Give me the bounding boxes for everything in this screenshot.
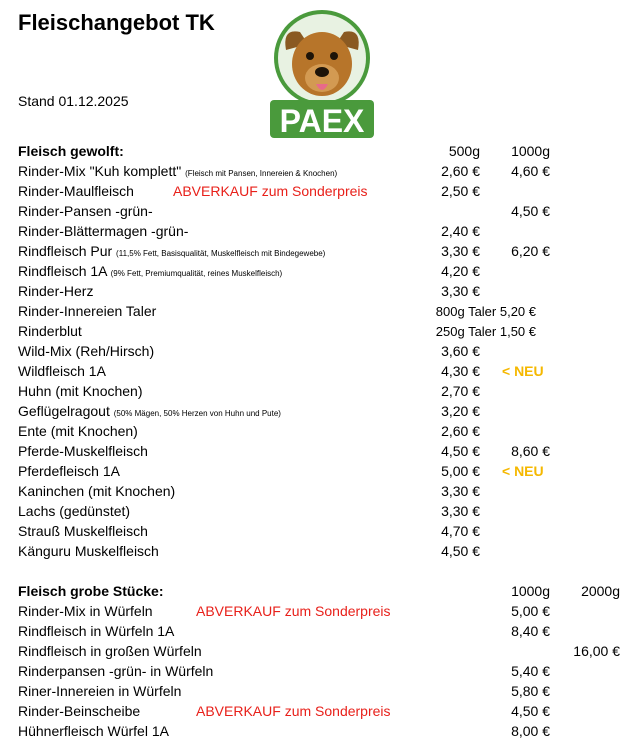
item-name [18,463,120,479]
list-item [0,421,628,441]
item-name-text: Rinderblut [18,323,82,339]
price-500g: 4,50 € [441,543,480,559]
price-1000g: 8,60 € [511,443,550,459]
promo-label: ABVERKAUF zum Sonderpreis [173,183,368,199]
taler-price: 800g Taler 5,20 € [435,304,536,319]
item-name [18,203,153,219]
item-name [18,623,174,639]
price-1000g: 5,40 € [511,663,550,679]
item-name [18,263,282,279]
section-heading: Fleisch gewolft: [18,143,124,159]
list-item [0,721,628,741]
list-item [0,201,628,221]
section-header [0,141,628,161]
item-name-text: Rindfleisch in großen Würfeln [18,643,202,659]
item-name-text: Geflügelragout [18,403,110,419]
price-500g: 2,40 € [441,223,480,239]
item-name-text: Rinder-Innereien Taler [18,303,157,319]
price-500g: 3,30 € [441,283,480,299]
price-500g: 2,70 € [441,383,480,399]
item-note: (11,5% Fett, Basisqualität, Muskelfleisch mit Bindegewebe) [116,249,326,258]
item-name [18,723,169,739]
item-name [18,343,154,359]
item-name [18,643,202,659]
list-item [0,661,628,681]
item-name-text: Wildfleisch 1A [18,363,106,379]
item-name-text: Strauß Muskelfleisch [18,523,148,539]
item-name-text: Rindfleisch Pur [18,243,113,259]
price-2000g: 16,00 € [573,643,620,659]
list-item [0,481,628,501]
item-note: (9% Fett, Premiumqualität, reines Muskelfleisch) [110,269,283,278]
item-name [18,183,134,199]
item-note: (Fleisch mit Pansen, Innereien & Knochen) [185,169,338,178]
price-500g: 2,60 € [441,163,480,179]
section-heading: Fleisch grobe Stücke: [18,583,164,599]
item-name-text: Huhn (mit Knochen) [18,383,143,399]
item-name [18,423,138,439]
item-name [18,363,106,379]
column-header: 500g [448,143,480,159]
item-name [18,503,130,519]
price-1000g: 4,50 € [511,703,550,719]
item-name [18,683,181,699]
new-badge: < NEU [502,463,544,479]
price-1000g: 8,40 € [511,623,550,639]
price-500g: 3,30 € [441,483,480,499]
item-name [18,303,156,319]
price-1000g: 6,20 € [511,243,550,259]
item-name [18,403,281,419]
item-name-text: Pferdefleisch 1A [18,463,120,479]
price-500g: 3,20 € [441,403,480,419]
logo-text: PAEX [279,103,365,139]
item-name [18,163,337,179]
price-500g: 3,60 € [441,343,480,359]
item-name-text: Rinder-Herz [18,283,94,299]
item-name-text: Hühnerfleisch Würfel 1A [18,723,169,739]
item-name-text: Rindfleisch 1A [18,263,107,279]
item-name [18,663,213,679]
list-item [0,641,628,661]
item-note: (50% Mägen, 50% Herzen von Huhn und Pute) [113,409,281,418]
item-name [18,323,82,339]
list-item [0,241,628,261]
item-name [18,543,159,559]
item-name-text: Rinder-Beinscheibe [18,703,141,719]
item-name-text: Rindfleisch in Würfeln 1A [18,623,175,639]
price-1000g: 8,00 € [511,723,550,739]
promo-label: ABVERKAUF zum Sonderpreis [196,703,391,719]
item-name-text: Rinderpansen -grün- in Würfeln [18,663,214,679]
price-500g: 2,60 € [441,423,480,439]
price-1000g: 5,00 € [511,603,550,619]
list-item [0,541,628,561]
list-item [0,321,628,341]
item-name [18,523,148,539]
list-item [0,461,628,481]
list-item [0,601,628,621]
list-item [0,301,628,321]
list-item [0,281,628,301]
list-item [0,681,628,701]
price-1000g: 5,80 € [511,683,550,699]
price-500g: 4,50 € [441,443,480,459]
item-name-text: Rinder-Mix "Kuh komplett" [18,163,182,179]
list-item [0,521,628,541]
item-name [18,603,153,619]
list-item [0,701,628,721]
item-name [18,443,148,459]
list-item [0,381,628,401]
list-item [0,621,628,641]
section-header [0,581,628,601]
item-name-text: Riner-Innereien in Würfeln [18,683,182,699]
price-500g: 3,30 € [441,243,480,259]
item-name-text: Lachs (gedünstet) [18,503,131,519]
price-500g: 5,00 € [441,463,480,479]
list-item [0,361,628,381]
price-500g: 2,50 € [441,183,480,199]
list-item [0,341,628,361]
list-item [0,181,628,201]
list-item [0,401,628,421]
price-1000g: 4,50 € [511,203,550,219]
new-badge: < NEU [502,363,544,379]
item-name-text: Rinder-Mix in Würfeln [18,603,153,619]
column-header: 1000g [511,143,550,159]
price-500g: 4,20 € [441,263,480,279]
item-name-text: Rinder-Pansen -grün- [18,203,153,219]
item-name-text: Pferde-Muskelfleisch [18,443,148,459]
promo-label: ABVERKAUF zum Sonderpreis [196,603,391,619]
column-header: 2000g [581,583,620,599]
item-name-text: Rinder-Blättermagen -grün- [18,223,189,239]
item-name-text: Ente (mit Knochen) [18,423,138,439]
item-name [18,483,175,499]
item-name [18,283,93,299]
list-item [0,261,628,281]
item-name-text: Rinder-Maulfleisch [18,183,134,199]
stand-date: Stand 01.12.2025 [18,93,129,109]
price-500g: 3,30 € [441,503,480,519]
item-name-text: Kaninchen (mit Knochen) [18,483,176,499]
item-name-text: Känguru Muskelfleisch [18,543,159,559]
item-name [18,703,140,719]
item-name [18,243,325,259]
list-item [0,221,628,241]
page-title: Fleischangebot TK [18,10,215,35]
item-name-text: Wild-Mix (Reh/Hirsch) [18,343,155,359]
item-name [18,223,188,239]
item-name [18,383,143,399]
list-item [0,441,628,461]
price-500g: 4,30 € [441,363,480,379]
list-item [0,161,628,181]
price-500g: 4,70 € [441,523,480,539]
taler-price: 250g Taler 1,50 € [435,324,536,339]
list-item [0,501,628,521]
price-1000g: 4,60 € [511,163,550,179]
column-header: 1000g [511,583,550,599]
paex-logo [266,8,378,140]
